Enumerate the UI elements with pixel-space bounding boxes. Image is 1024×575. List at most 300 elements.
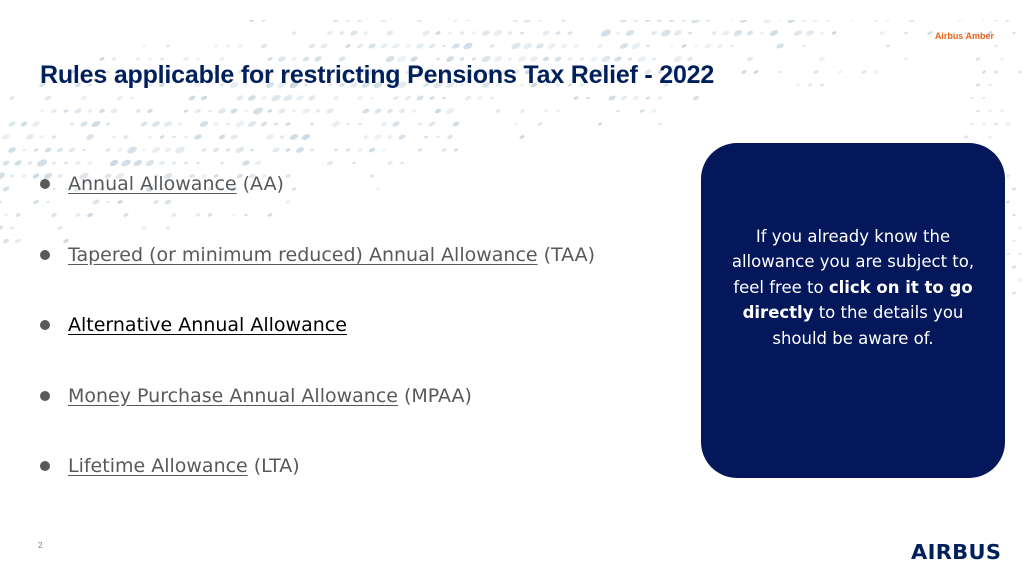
pattern-dot: [730, 44, 734, 47]
pattern-dot: [416, 94, 425, 101]
pattern-dot: [15, 212, 21, 217]
pattern-dot: [544, 109, 549, 113]
pattern-dot: [778, 70, 782, 73]
pattern-dot: [151, 120, 160, 128]
pattern-dot: [520, 31, 525, 35]
pattern-dot: [2, 186, 10, 193]
pattern-dot: [226, 44, 230, 48]
pattern-dot: [632, 95, 639, 101]
pattern-dot: [417, 148, 422, 152]
pattern-dot: [681, 44, 687, 49]
pattern-dot: [879, 30, 885, 35]
pattern-dot: [560, 43, 567, 49]
pattern-dot: [10, 174, 14, 177]
pattern-dot: [668, 20, 675, 23]
lifetime-allowance-abbr: (LTA): [253, 455, 300, 477]
pattern-dot: [33, 148, 38, 152]
pattern-dot: [454, 148, 459, 152]
pattern-dot: [380, 42, 389, 49]
pattern-dot: [133, 159, 143, 167]
tapered-annual-allowance-link[interactable]: Tapered (or minimum reduced) Annual Allowance: [68, 243, 538, 266]
pattern-dot: [51, 135, 56, 139]
pattern-dot: [694, 44, 698, 47]
pattern-dot: [315, 109, 321, 114]
pattern-dot: [32, 173, 40, 180]
pattern-dot: [1012, 187, 1017, 191]
pattern-dot: [597, 44, 603, 49]
pattern-dot: [0, 200, 2, 204]
pattern-dot: [331, 120, 341, 128]
pattern-dot: [982, 96, 986, 99]
pattern-dot: [345, 20, 351, 23]
pattern-dot: [778, 20, 782, 22]
pattern-dot: [660, 28, 672, 38]
pattern-dot: [80, 95, 88, 101]
pattern-dot: [523, 42, 534, 51]
pattern-dot: [243, 109, 248, 113]
pattern-dot: [135, 108, 141, 113]
pattern-dot: [285, 121, 292, 126]
info-text-emphasis: click on it to go directly: [742, 277, 973, 323]
pattern-dot: [282, 93, 293, 102]
pattern-dot: [416, 20, 423, 23]
pattern-dot: [1018, 226, 1022, 229]
pattern-dot: [994, 122, 998, 125]
pattern-dot: [52, 161, 57, 165]
pattern-dot: [267, 109, 273, 114]
info-text-intro: If you already know the allowance you are subject to, feel free to: [731, 226, 975, 297]
pattern-dot: [183, 161, 188, 165]
pattern-dot: [1012, 291, 1017, 295]
pattern-dot: [307, 94, 316, 101]
pattern-dot: [435, 30, 442, 35]
pattern-dot: [631, 42, 642, 51]
pattern-dot: [620, 95, 628, 101]
pattern-dot: [80, 120, 89, 127]
pattern-dot: [140, 121, 148, 128]
pattern-dot: [800, 20, 807, 23]
pattern-dot: [994, 20, 998, 22]
pattern-dot: [436, 135, 440, 138]
pattern-dot: [646, 44, 650, 47]
pattern-dot: [769, 29, 779, 37]
pattern-dot: [386, 108, 393, 114]
pattern-dot: [730, 20, 734, 22]
pattern-dot: [159, 135, 165, 140]
pattern-dot: [230, 133, 239, 140]
pattern-dot: [537, 20, 543, 22]
pattern-dot: [1, 133, 10, 141]
pattern-dot: [36, 158, 48, 168]
pattern-dot: [74, 108, 82, 115]
pattern-dot: [163, 120, 173, 128]
pattern-dot: [184, 135, 189, 139]
pattern-dot: [31, 120, 40, 128]
pattern-dot: [639, 109, 645, 114]
pattern-dot: [368, 147, 376, 154]
pattern-dot: [513, 20, 520, 23]
pattern-dot: [387, 160, 394, 166]
pattern-dot: [236, 94, 245, 101]
pattern-dot: [9, 96, 15, 101]
pattern-dot: [927, 30, 934, 35]
pattern-dot: [220, 161, 224, 164]
pattern-dot: [32, 199, 39, 205]
pattern-dot: [266, 133, 275, 140]
pattern-dot: [428, 43, 435, 49]
pattern-dot: [464, 95, 472, 101]
pattern-dot: [704, 43, 712, 50]
pattern-dot: [722, 30, 730, 37]
slide-title: Rules applicable for restricting Pensions Tax Relief - 2022: [40, 61, 715, 89]
pattern-dot: [1005, 122, 1010, 126]
pattern-dot: [711, 30, 717, 35]
pattern-dot: [188, 95, 196, 102]
bullet-dot-icon: [40, 391, 50, 401]
pattern-dot: [117, 148, 122, 152]
pattern-dot: [235, 146, 245, 154]
pattern-dot: [462, 41, 473, 50]
pattern-dot: [523, 20, 533, 24]
pattern-dot: [44, 147, 52, 154]
pattern-dot: [213, 44, 218, 48]
pattern-dot: [510, 41, 521, 50]
pattern-dot: [39, 134, 45, 139]
pattern-dot: [208, 109, 213, 113]
pattern-dot: [812, 20, 819, 23]
pattern-dot: [586, 96, 590, 99]
pattern-dot: [970, 122, 974, 125]
pattern-dot: [295, 94, 304, 101]
pattern-dot: [112, 135, 116, 138]
pattern-dot: [387, 134, 393, 139]
pattern-dot: [285, 148, 291, 153]
pattern-dot: [1017, 278, 1023, 283]
pattern-dot: [651, 30, 658, 36]
pattern-dot: [326, 107, 335, 114]
info-callout-text: [718, 224, 988, 352]
pattern-dot: [237, 44, 242, 48]
pattern-dot: [7, 146, 17, 154]
info-text-outro: to the details you should be aware of.: [772, 303, 964, 348]
pattern-dot: [787, 20, 797, 24]
pattern-dot: [164, 146, 173, 153]
pattern-dot: [556, 109, 561, 113]
pattern-dot: [753, 70, 759, 75]
pattern-dot: [477, 96, 482, 100]
pattern-dot: [98, 108, 105, 114]
pattern-dot: [85, 133, 94, 141]
pattern-dot: [746, 56, 754, 62]
pattern-dot: [442, 44, 446, 47]
pattern-dot: [908, 20, 916, 23]
pattern-dot: [289, 133, 299, 141]
pattern-dot: [831, 31, 837, 36]
pattern-dot: [241, 159, 250, 167]
pattern-dot: [213, 122, 218, 126]
pattern-dot: [172, 161, 177, 165]
pattern-dot: [254, 160, 262, 166]
pattern-dot: [746, 30, 754, 36]
pattern-dot: [982, 20, 986, 22]
pattern-dot: [519, 108, 526, 114]
pattern-dot: [158, 160, 166, 166]
pattern-dot: [356, 95, 363, 101]
pattern-dot: [411, 109, 417, 114]
pattern-dot: [619, 42, 629, 50]
pattern-dot: [812, 69, 819, 75]
airbus-logo: AIRBUS: [911, 540, 1002, 564]
pattern-dot: [350, 29, 359, 36]
list-item-annual-allowance: [40, 168, 595, 200]
pattern-dot: [904, 57, 908, 61]
pattern-dot: [802, 44, 807, 48]
lifetime-allowance-link[interactable]: Lifetime Allowance: [68, 455, 248, 477]
pattern-dot: [374, 133, 383, 140]
pattern-dot: [416, 42, 425, 49]
pattern-dot: [249, 20, 255, 23]
classification-label: Airbus Amber: [934, 31, 994, 41]
pattern-dot: [404, 95, 411, 101]
pattern-dot: [106, 122, 111, 126]
pattern-dot: [9, 226, 14, 230]
pattern-dot: [110, 108, 118, 115]
pattern-dot: [597, 122, 602, 126]
list-item-alternative-annual-allowance: [40, 309, 595, 341]
annual-allowance-link[interactable]: Annual Allowance: [68, 173, 237, 195]
pattern-dot: [194, 108, 201, 114]
pattern-dot: [382, 148, 387, 152]
pattern-dot: [116, 95, 124, 101]
pattern-dot: [8, 120, 17, 127]
pattern-dot: [982, 70, 987, 74]
pattern-dot: [357, 148, 363, 153]
pattern-dot: [805, 29, 815, 37]
pattern-dot: [91, 120, 101, 128]
pattern-dot: [126, 145, 138, 155]
pattern-dot: [838, 70, 843, 74]
pattern-dot: [994, 44, 999, 48]
pattern-dot: [633, 20, 640, 23]
pattern-dot: [309, 148, 314, 152]
pattern-dot: [105, 148, 111, 153]
pattern-dot: [644, 20, 651, 23]
pattern-dot: [514, 122, 518, 125]
pattern-dot: [0, 171, 6, 181]
pattern-dot: [573, 44, 579, 49]
pattern-dot: [1006, 200, 1010, 204]
pattern-dot: [363, 134, 370, 139]
pattern-dot: [970, 96, 974, 99]
pattern-dot: [495, 109, 501, 114]
pattern-dot: [64, 161, 69, 165]
pattern-dot: [988, 135, 993, 139]
pattern-dot: [1000, 109, 1005, 113]
pattern-dot: [14, 159, 23, 166]
pattern-dot: [807, 82, 813, 87]
pattern-dot: [130, 96, 135, 100]
pattern-dot: [651, 108, 657, 113]
pattern-dot: [22, 174, 26, 178]
pattern-dot: [339, 30, 345, 35]
pattern-dot: [1018, 70, 1022, 73]
pattern-dot: [716, 43, 723, 49]
pattern-dot: [567, 31, 573, 36]
pattern-dot: [608, 94, 617, 101]
pattern-dot: [20, 121, 28, 127]
pattern-dot: [120, 158, 131, 167]
pattern-dot: [22, 148, 26, 151]
pattern-dot: [507, 31, 513, 36]
money-purchase-annual-allowance-link[interactable]: Money Purchase Annual Allowance: [68, 384, 398, 407]
pattern-dot: [56, 147, 64, 154]
pattern-dot: [147, 108, 154, 114]
pattern-dot: [122, 134, 129, 140]
pattern-dot: [819, 31, 824, 35]
pattern-dot: [345, 148, 350, 152]
pattern-dot: [873, 69, 879, 74]
pattern-dot: [326, 30, 333, 36]
pattern-dot: [398, 134, 406, 141]
pattern-dot: [320, 43, 328, 50]
pattern-dot: [346, 122, 350, 125]
pattern-dot: [706, 20, 711, 22]
pattern-dot: [442, 96, 446, 100]
pattern-dot: [278, 108, 286, 115]
pattern-dot: [452, 121, 460, 128]
pattern-dot: [142, 148, 146, 151]
pattern-dot: [536, 42, 545, 49]
pattern-dot: [600, 28, 612, 38]
pattern-dot: [885, 20, 891, 23]
bullet-dot-icon: [40, 250, 50, 260]
pattern-dot: [166, 44, 171, 48]
pattern-dot: [619, 20, 628, 24]
pattern-dot: [374, 108, 382, 115]
pattern-dot: [386, 30, 394, 37]
pattern-dot: [988, 83, 992, 86]
pattern-dot: [142, 44, 147, 48]
pattern-dot: [982, 122, 987, 126]
pattern-dot: [200, 95, 208, 101]
pattern-dot: [87, 160, 94, 166]
pattern-dot: [573, 95, 579, 100]
pattern-dot: [400, 161, 404, 165]
pattern-dot: [424, 135, 429, 139]
pattern-dot: [429, 95, 436, 100]
pattern-dot: [471, 30, 477, 35]
pattern-dot: [428, 121, 436, 128]
pattern-dot: [957, 20, 963, 22]
pattern-dot: [392, 42, 401, 49]
pattern-dot: [862, 70, 867, 74]
pattern-dot: [825, 20, 830, 22]
pattern-dot: [247, 94, 256, 102]
pattern-dot: [172, 135, 177, 139]
pattern-dot: [381, 121, 388, 127]
pattern-dot: [1006, 252, 1011, 256]
pattern-dot: [481, 29, 490, 36]
pattern-dot: [657, 95, 663, 100]
pattern-dot: [391, 120, 400, 127]
pattern-dot: [1006, 174, 1010, 177]
pattern-dot: [380, 20, 388, 23]
pattern-dot: [363, 31, 369, 36]
pattern-dot: [1012, 213, 1016, 216]
bullet-dot-icon: [40, 320, 50, 330]
pattern-dot: [796, 83, 800, 86]
pattern-dot: [690, 20, 702, 25]
pattern-dot: [2, 238, 9, 244]
pattern-dot: [733, 29, 743, 37]
pattern-dot: [493, 29, 503, 38]
alternative-annual-allowance-link[interactable]: Alternative Annual Allowance: [68, 314, 347, 336]
allowance-list: [40, 168, 595, 521]
list-item-tapered-annual-allowance: [40, 239, 595, 271]
pattern-dot: [820, 83, 824, 87]
pattern-dot: [362, 108, 370, 115]
bullet-dot-icon: [40, 461, 50, 471]
pattern-dot: [447, 134, 454, 139]
pattern-dot: [174, 145, 186, 155]
pattern-dot: [279, 135, 285, 140]
pattern-dot: [87, 109, 93, 114]
pattern-dot: [673, 29, 683, 37]
pattern-dot: [148, 135, 153, 139]
pattern-dot: [326, 160, 334, 167]
pattern-dot: [218, 134, 226, 140]
pattern-dot: [250, 148, 254, 151]
pattern-dot: [542, 30, 550, 37]
pattern-dot: [69, 122, 74, 126]
pattern-dot: [975, 57, 981, 62]
pattern-dot: [82, 148, 86, 151]
money-purchase-annual-allowance-abbr: (MPAA): [403, 384, 472, 407]
pattern-dot: [850, 20, 855, 22]
pattern-dot: [489, 96, 494, 100]
pattern-dot: [993, 70, 998, 74]
pattern-dot: [561, 20, 567, 22]
pattern-dot: [434, 108, 442, 114]
pattern-dot: [63, 109, 68, 113]
pattern-dot: [301, 133, 311, 141]
pattern-dot: [537, 122, 542, 126]
pattern-dot: [393, 95, 400, 101]
pattern-dot: [235, 120, 246, 129]
pattern-dot: [260, 43, 268, 49]
pattern-dot: [274, 122, 279, 126]
pattern-dot: [212, 147, 219, 153]
pattern-dot: [1012, 239, 1017, 243]
pattern-dot: [310, 122, 314, 126]
pattern-dot: [230, 107, 239, 114]
pattern-dot: [688, 31, 693, 35]
pattern-dot: [252, 106, 264, 116]
pattern-dot: [291, 31, 296, 35]
pattern-dot: [332, 20, 340, 23]
pattern-dot: [763, 20, 773, 24]
pattern-dot: [739, 20, 749, 24]
pattern-dot: [555, 31, 561, 36]
pattern-dot: [625, 29, 635, 38]
pattern-dot: [448, 31, 452, 35]
pattern-dot: [261, 20, 266, 22]
pattern-dot: [441, 147, 448, 153]
pattern-dot: [793, 29, 803, 37]
pattern-dot: [308, 43, 316, 49]
pattern-dot: [358, 122, 362, 125]
pattern-dot: [196, 161, 200, 164]
